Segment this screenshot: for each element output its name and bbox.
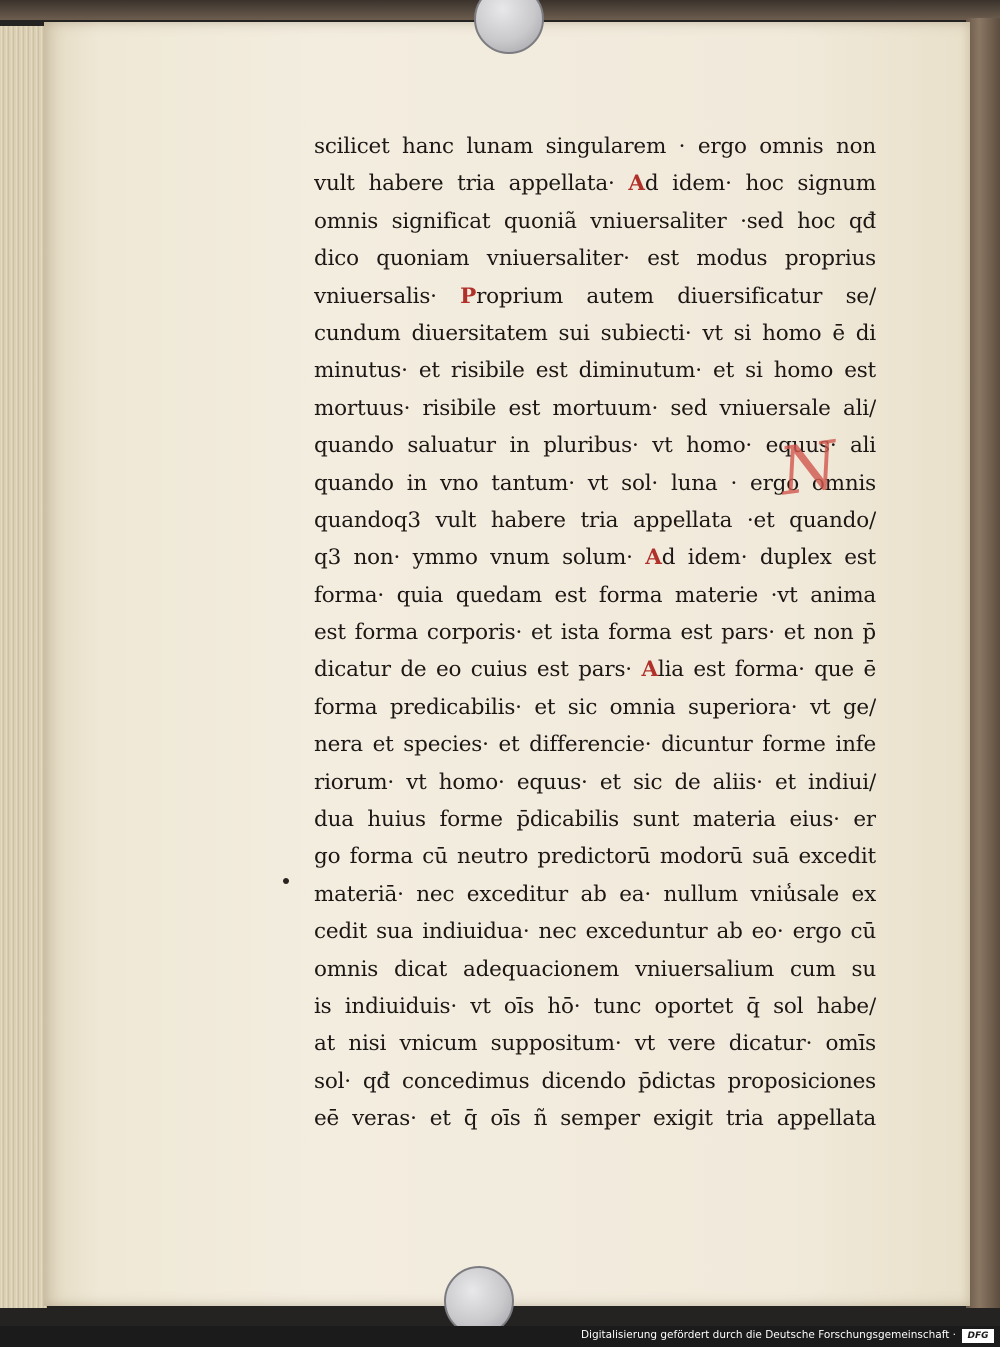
text-line-1: scilicet hanc lunam singularem · ergo omnis non (314, 134, 876, 159)
text-line-22: cedit sua indiuidua· nec exceduntur ab eo· ergo cū (314, 919, 876, 945)
text-line-8: mortuus· risibile est mortuum· sed vniuersale ali/ (314, 395, 876, 421)
red-marginal-annotation: N (774, 426, 843, 511)
text-line-14: est forma corporis· et ista forma est pars· et non p̄ (314, 620, 876, 646)
text-line-19: dua huius forme p̄dicabilis sunt materia eius· er (314, 807, 876, 833)
text-line-21: materiā· nec exceditur ab ea· nullum vniu̾sale ex (314, 881, 876, 907)
text-line-5: vniuersalis· Proprium autem diuersificatur se/ (314, 283, 876, 309)
text-line-12: q3 non· ymmo vnum solum· Ad idem· duplex est (314, 545, 876, 571)
text-line-10: quando in vno tantum· vt sol· luna · ergo omnis (314, 470, 876, 496)
page-edges-stack (0, 26, 47, 1308)
rubricated-initial: A (645, 545, 662, 571)
text-line-24: is indiuiduis· vt oīs hō· tunc oportet q̄ sol habe/ (314, 993, 876, 1019)
text-line-16: forma predicabilis· et sic omnia superiora· vt ge/ (314, 694, 876, 720)
rubricated-initial: A (628, 171, 645, 197)
text-line-9: quando saluatur in pluribus· vt homo· equus· ali (314, 433, 876, 459)
text-line-26: sol· qđ concedimus dicendo p̄dictas proposiciones (314, 1068, 876, 1094)
rubricated-initial: P (460, 283, 477, 309)
text-line-17: nera et species· et differencie· dicuntur forme infe (314, 732, 876, 758)
text-line-7: minutus· et risibile est diminutum· et si homo est (314, 358, 876, 384)
rubricated-initial: A (641, 657, 658, 683)
text-line-18: riorum· vt homo· equus· et sic de aliis· et indiui/ (314, 769, 876, 795)
dfg-logo-icon: DFG (962, 1329, 994, 1343)
footer-bar (0, 1326, 1000, 1347)
page-text-block (314, 128, 876, 1138)
text-line-27: eē veras· et q̄ oīs ñ semper exigit tria appellata (314, 1106, 876, 1132)
text-line-6: cundum diuersitatem sui subiecti· vt si homo ē di (314, 320, 876, 346)
text-line-2: vult habere tria appellata· Ad idem· hoc signum (314, 171, 876, 197)
text-line-3: omnis significat quoniã vniuersaliter ·sed hoc qđ (314, 208, 876, 234)
text-line-20: go forma cū neutro predictorū modorū suā excedit (314, 844, 876, 870)
text-line-13: forma· quia quedam est forma materie ·vt anima (314, 582, 876, 608)
text-line-11: quandoq3 vult habere tria appellata ·et quando/ (314, 507, 876, 533)
funding-credit: Digitalisierung gefördert durch die Deutsche Forschungsgemeinschaft · (580, 1329, 956, 1341)
text-line-25: at nisi vnicum suppositum· vt vere dicatur· omīs (314, 1031, 876, 1057)
text-line-4: dico quoniam vniuersaliter· est modus proprius (314, 246, 876, 272)
text-line-15: dicatur de eo cuius est pars· Alia est forma· que ē (314, 657, 876, 683)
ink-dot-mark (283, 878, 289, 884)
text-line-23: omnis dicat adequacionem vniuersalium cum su (314, 956, 876, 982)
binding-right-edge (966, 18, 1000, 1308)
